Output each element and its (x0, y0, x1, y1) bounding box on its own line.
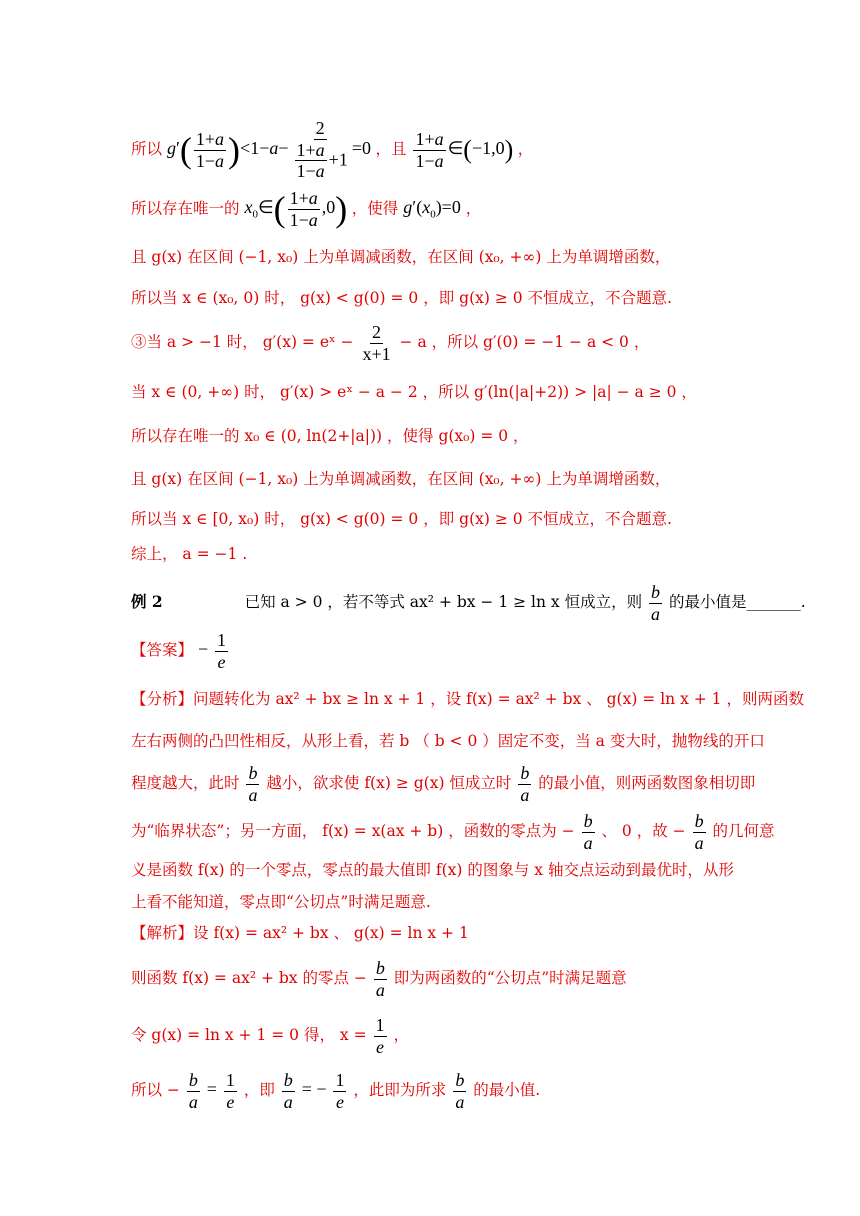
text-line-4: 所以当 x ∈ (x₀, 0) 时， g(x) < g(0) = 0 ，即 g(x) ≥ 0 不恒成立，不合题意. (131, 289, 672, 307)
solution-4-frac-3: $\frac{b}{a}$ (283, 1070, 293, 1112)
analysis-line-6: 上看不能知道，零点即“公切点”时满足题意. (131, 893, 431, 911)
analysis-4c: 的几何意 (712, 822, 775, 841)
analysis-text-1: 问题转化为 ax² + bx ≥ ln x + 1 ，设 f(x) = ax² + bx 、 g(x) = ln x + 1 ，则两函数 (193, 690, 804, 708)
line-2-math: $x_0\in$( $\frac{1+a}{1-a}$ ,0) (244, 188, 348, 230)
solution-2b: 即为两函数的“公切点”时满足题意 (393, 969, 627, 988)
line-1-mid: ，且 (375, 140, 407, 159)
text-line-8: 且 g(x) 在区间 (−1, x₀) 上为单调减函数，在区间 (x₀, +∞) 上为单调增函数， (131, 470, 671, 488)
analysis-3-frac-2: $\frac{b}{a}$ (520, 763, 530, 805)
solution-line-4 (131, 1070, 540, 1112)
answer-label: 【答案】 (131, 641, 194, 660)
answer-fraction (215, 630, 228, 672)
answer-frac-den: e (217, 651, 226, 672)
line-1-prefix: 所以 (131, 140, 163, 159)
line-5-fraction (360, 322, 392, 364)
line-1-math-2: $\frac{1+a}{1-a}$ ∈(−1,0) (415, 128, 514, 171)
solution-line-2 (131, 958, 627, 1000)
text-line-10: 综上， a = −1 . (131, 545, 248, 563)
solution-3a: 令 g(x) = ln x + 1 = 0 得， x = (131, 1026, 367, 1045)
solution-line-3 (131, 1015, 409, 1057)
analysis-4-frac-2: $\frac{b}{a}$ (694, 811, 704, 853)
analysis-4-frac-1: $\frac{b}{a}$ (583, 811, 593, 853)
analysis-line-5: 义是函数 f(x) 的一个零点，零点的最大值即 f(x) 的图象与 x 轴交点运动到最优时，从形 (131, 861, 734, 879)
text-line-6: 当 x ∈ (0, +∞) 时， g′(x) > eˣ − a − 2 ，所以 g′(ln(|a|+2)) > |a| − a ≥ 0 ， (131, 383, 697, 401)
solution-4c: ，即 (243, 1081, 275, 1100)
example-text-1: 已知 a > 0 ，若不等式 ax² + bx − 1 ≥ ln x 恒成立，则 (244, 593, 643, 612)
analysis-line-2: 左右两侧的凸凹性相反，从形上看，若 b （ b < 0 ）固定不变，当 a 变大时，抛物线的开口 (131, 732, 765, 750)
line-5-prefix: ③当 a > −1 时， g′(x) = eˣ − (131, 333, 354, 352)
solution-2-frac: $\frac{b}{a}$ (375, 958, 385, 1000)
answer-line (131, 630, 230, 672)
line-1-end: ， (517, 140, 534, 159)
line-5-end: − a ，所以 g′(0) = −1 − a < 0 ， (399, 333, 650, 352)
analysis-line-3 (131, 763, 755, 805)
analysis-3-frac-1: $\frac{b}{a}$ (248, 763, 258, 805)
line-2-mid: ，使得 (351, 199, 399, 218)
line-2-prefix: 所以存在唯一的 (131, 199, 240, 218)
solution-4b: = (206, 1079, 217, 1100)
solution-4-frac-2: $\frac{1}{e}$ (225, 1070, 235, 1112)
text-line-2 (131, 188, 481, 230)
analysis-4b: 、 0 ，故 − (601, 822, 686, 841)
solution-4e: ，此即为所求 (353, 1081, 447, 1100)
text-line-7: 所以存在唯一的 x₀ ∈ (0, ln(2+|a|)) ，使得 g(x₀) = 0 ， (131, 427, 529, 445)
solution-4f: 的最小值. (473, 1081, 541, 1100)
line-2-math-2: $g'(x_0)=0$ (403, 197, 461, 221)
answer-minus: − (197, 639, 209, 660)
analysis-line-4 (131, 811, 775, 853)
analysis-line-1 (131, 688, 804, 710)
solution-3b: ， (393, 1026, 409, 1045)
line-2-end: ， (465, 199, 482, 218)
text-line-3: 且 g(x) 在区间 (−1, x₀) 上为单调减函数，在区间 (x₀, +∞) 上为单调增函数， (131, 248, 671, 266)
example-frac-den: a (651, 603, 661, 624)
solution-line-1 (131, 922, 469, 944)
solution-label: 【解析】 (131, 924, 194, 942)
solution-text-1: 设 f(x) = ax² + bx 、 g(x) = ln x + 1 (193, 924, 469, 942)
solution-4d: = − (301, 1079, 327, 1100)
analysis-3b: 越小，欲求使 f(x) ≥ g(x) 恒成立时 (266, 774, 512, 793)
analysis-3a: 程度越大，此时 (131, 774, 240, 793)
example-frac-num: b (651, 582, 661, 602)
line-1-math: g′( $\frac{1+a}{1-a}$ )<1−a− 2 $\frac{1+a}{1-a}$ +1 =0 (166, 118, 376, 182)
analysis-3c: 的最小值，则两函数图象相切即 (538, 774, 756, 793)
line-5-frac-num: 2 (372, 322, 382, 342)
example-2-question (131, 582, 806, 624)
analysis-4a: 为“临界状态”；另一方面， f(x) = x(ax + b) ，函数的零点为 − (131, 822, 575, 841)
solution-3-frac: $\frac{1}{e}$ (375, 1015, 385, 1057)
solution-2a: 则函数 f(x) = ax² + bx 的零点 − (131, 969, 367, 988)
answer-frac-num: 1 (217, 630, 227, 650)
solution-4-frac-4: $\frac{1}{e}$ (335, 1070, 345, 1112)
line-5-frac-den: x+1 (362, 343, 391, 364)
example-text-2: 的最小值是_______. (668, 593, 806, 612)
text-line-5 (131, 322, 649, 364)
solution-4-frac-5: $\frac{b}{a}$ (455, 1070, 465, 1112)
text-line-9: 所以当 x ∈ [0, x₀) 时， g(x) < g(0) = 0 ，即 g(x) ≥ 0 不恒成立，不合题意. (131, 510, 672, 528)
solution-4a: 所以 − (131, 1081, 180, 1100)
example-fraction (649, 582, 662, 624)
solution-4-frac-1: $\frac{b}{a}$ (188, 1070, 198, 1112)
analysis-label: 【分析】 (131, 690, 194, 708)
text-line-1 (131, 118, 533, 182)
example-label: 例 2 (131, 592, 163, 612)
